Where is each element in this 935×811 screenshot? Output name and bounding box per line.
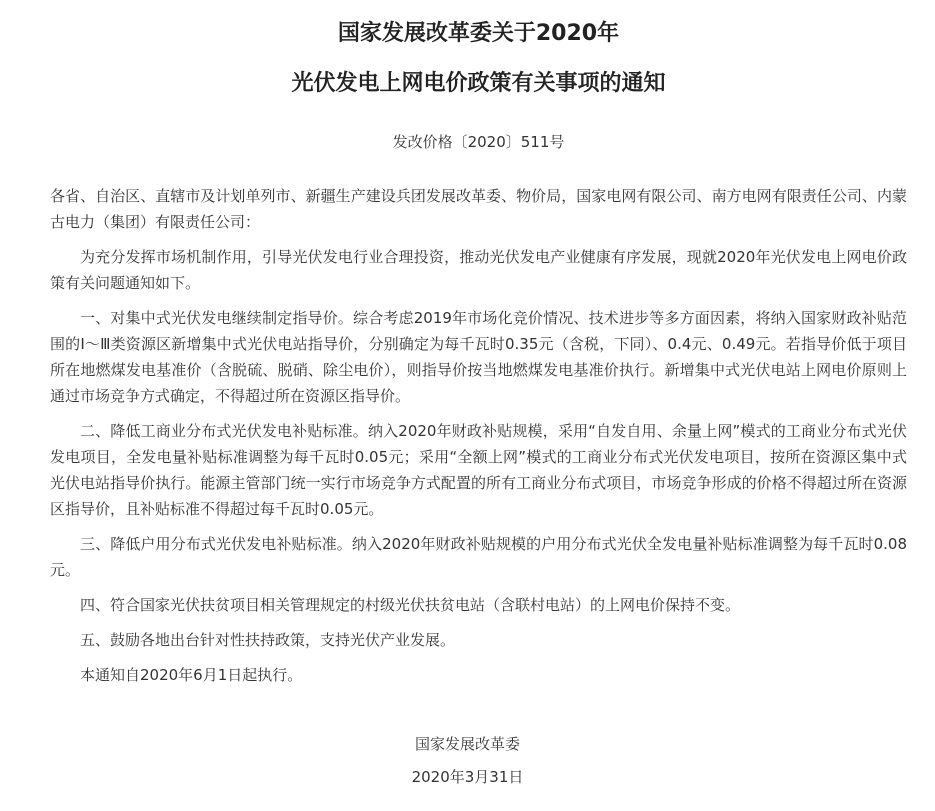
paragraph-item-3: 三、降低户用分布式光伏发电补贴标准。纳入2020年财政补贴规模的户用分布式光伏全发电量补贴标准调整为每千瓦时0.08元。 <box>50 535 907 579</box>
title-line-2: 光伏发电上网电价政策有关事项的通知 <box>291 71 666 96</box>
paragraph-intro: 为充分发挥市场机制作用，引导光伏发电行业合理投资，推动光伏发电产业健康有序发展，现就2020年光伏发电上网电价政策有关问题通知如下。 <box>50 248 907 292</box>
paragraph-item-1: 一、对集中式光伏发电继续制定指导价。综合考虑2019年市场化竞价情况、技术进步等多方面因素，将纳入国家财政补贴范围的Ⅰ～Ⅲ类资源区新增集中式光伏电站指导价，分别确定为每千瓦时0.35元（含税，下同）、0.4元、0.49元。若指导价低于项目所在地燃煤发电基准价（含脱硫、脱硝、除尘电价），则指导价按当地燃煤发电基准价执行。新增集中式光伏电站上网电价原则上通过市场竞争方式确定，不得超过所在资源区指导价。 <box>50 309 907 405</box>
signature-organization: 国家发展改革委 <box>414 735 520 753</box>
paragraph-item-4: 四、符合国家光伏扶贫项目相关管理规定的村级光伏扶贫电站（含联村电站）的上网电价保持不变。 <box>80 596 741 614</box>
document-number: 发改价格〔2020〕511号 <box>392 133 565 151</box>
paragraph-effective-date: 本通知自2020年6月1日起执行。 <box>80 666 303 684</box>
title-line-1: 国家发展改革委关于2020年 <box>337 21 620 46</box>
paragraph-item-2: 二、降低工商业分布式光伏发电补贴标准。纳入2020年财政补贴规模，采用“自发自用、余量上网”模式的工商业分布式光伏发电项目，全发电量补贴标准调整为每千瓦时0.05元；采用“全额上网”模式的工商业分布式光伏发电项目，按所在资源区集中式光伏电站指导价执行。能源主管部门统一实行市场竞争方式配置的所有工商业分布式项目，市场竞争形成的价格不得超过所在资源区指导价，且补贴标准不得超过每千瓦时0.05元。 <box>50 422 907 518</box>
paragraph-item-5: 五、鼓励各地出台针对性扶持政策，支持光伏产业发展。 <box>80 631 456 649</box>
addressee: 各省、自治区、直辖市及计划单列市、新疆生产建设兵团发展改革委、物价局，国家电网有限公司、南方电网有限责任公司、内蒙古电力（集团）有限责任公司： <box>50 187 907 231</box>
signature-date: 2020年3月31日 <box>411 768 524 786</box>
